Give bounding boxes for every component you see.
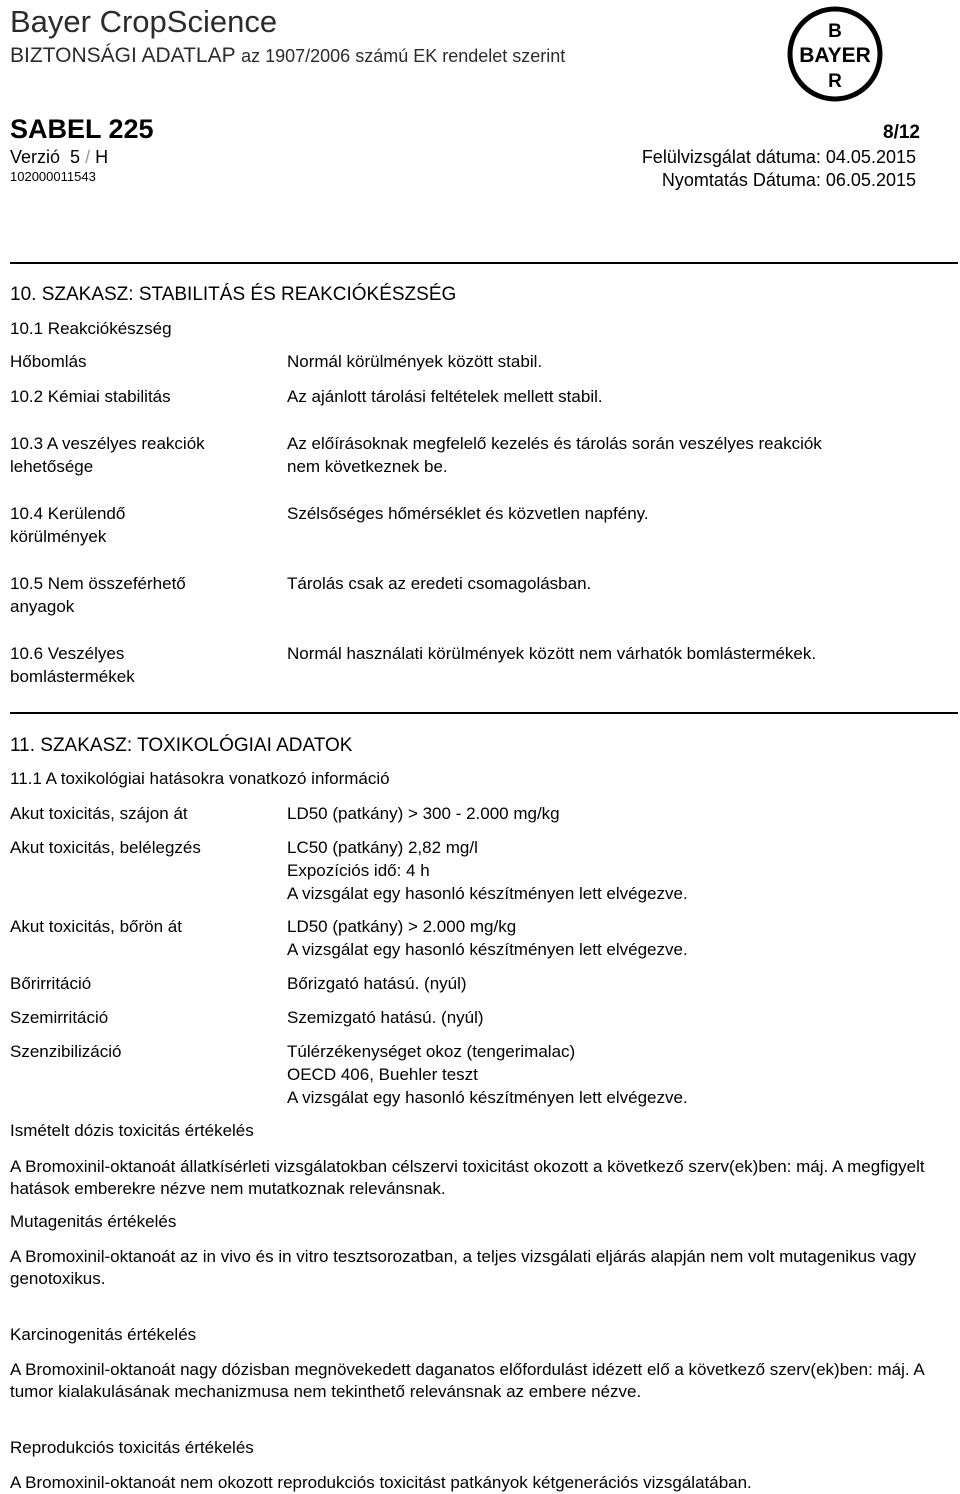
section-divider xyxy=(10,262,958,264)
label-hazardous-reactions: 10.3 A veszélyes reakciók xyxy=(10,434,205,453)
value-acute-dermal: LD50 (patkány) > 2.000 mg/kg xyxy=(287,917,517,936)
value-acute-oral: LD50 (patkány) > 300 - 2.000 mg/kg xyxy=(287,804,560,823)
value-acute-inhalation: LC50 (patkány) 2,82 mg/l xyxy=(287,838,478,857)
subsection-10-1-title: 10.1 Reakciókészség xyxy=(10,319,172,338)
label-acute-inhalation: Akut toxicitás, belélegzés xyxy=(10,838,201,857)
label-conditions-to-avoid-2: körülmények xyxy=(10,527,107,546)
value-acute-dermal-2: A vizsgálat egy hasonló készítményen lett elvégezve. xyxy=(287,940,688,959)
version-number: 5 xyxy=(70,147,81,167)
carcinogenicity-title: Karcinogenitás értékelés xyxy=(10,1325,197,1344)
product-name: SABEL 225 xyxy=(10,114,154,144)
reproductive-toxicity-title: Reprodukciós toxicitás értékelés xyxy=(10,1438,254,1457)
value-decomposition-products: Normál használati körülmények között nem várhatók bomlástermékek. xyxy=(287,644,817,663)
value-eye-irritation: Szemizgató hatású. (nyúl) xyxy=(287,1008,484,1027)
value-chemical-stability: Az ajánlott tárolási feltételek mellett stabil. xyxy=(287,387,603,406)
value-conditions-to-avoid: Szélsőséges hőmérséklet és közvetlen napfény. xyxy=(287,504,649,523)
logo-word: BAYER xyxy=(799,44,871,67)
print-date: Nyomtatás Dátuma: 06.05.2015 xyxy=(661,170,916,190)
value-acute-inhalation-3: A vizsgálat egy hasonló készítményen lett elvégezve. xyxy=(287,884,688,903)
logo-letter-top: B xyxy=(828,21,842,42)
doc-type-label: BIZTONSÁGI ADATLAP xyxy=(10,44,236,67)
label-conditions-to-avoid: 10.4 Kerülendő xyxy=(10,504,126,523)
carcinogenicity-text: A Bromoxinil-oktanoát nagy dózisban megnövekedett daganatos előfordulást idézett elő a következő szerv(ek)ben: máj. A tumor kialakulásának mechanizmusa nem tekinthető relevánsnak az embere nézve. xyxy=(10,1360,924,1401)
repeated-dose-title: Ismételt dózis toxicitás értékelés xyxy=(10,1121,254,1140)
label-skin-irritation: Bőrirritáció xyxy=(10,974,92,993)
section-11-title: 11. SZAKASZ: TOXIKOLÓGIAI ADATOK xyxy=(10,735,353,756)
value-sensitisation-2: OECD 406, Buehler teszt xyxy=(287,1065,478,1084)
value-hazardous-reactions-2: nem következnek be. xyxy=(287,457,448,476)
document-type xyxy=(10,44,565,68)
label-acute-oral: Akut toxicitás, szájon át xyxy=(10,804,188,823)
section-divider xyxy=(10,712,958,714)
version-info xyxy=(10,147,108,168)
value-sensitisation: Túlérzékenységet okoz (tengerimalac) xyxy=(287,1042,576,1061)
value-hazardous-reactions: Az előírásoknak megfelelő kezelés és tárolás során veszélyes reakciók xyxy=(287,434,822,453)
version-label: Verzió xyxy=(10,147,61,167)
value-incompatible-materials: Tárolás csak az eredeti csomagolásban. xyxy=(287,574,592,593)
revision-date: Felülvizsgálat dátuma: 04.05.2015 xyxy=(641,147,916,167)
value-thermal-decomposition: Normál körülmények között stabil. xyxy=(287,352,543,371)
bayer-logo xyxy=(777,4,893,104)
label-hazardous-reactions-2: lehetősége xyxy=(10,457,94,476)
version-slash: / xyxy=(85,147,91,167)
label-acute-dermal: Akut toxicitás, bőrön át xyxy=(10,917,182,936)
mutagenicity-title: Mutagenitás értékelés xyxy=(10,1212,177,1231)
logo-letter-bottom: R xyxy=(828,71,842,92)
value-acute-inhalation-2: Expozíciós idő: 4 h xyxy=(287,861,430,880)
label-chemical-stability: 10.2 Kémiai stabilitás xyxy=(10,387,171,406)
label-decomposition-products: 10.6 Veszélyes xyxy=(10,644,125,663)
company-name: Bayer CropScience xyxy=(10,4,278,39)
repeated-dose-text: A Bromoxinil-oktanoát állatkísérleti vizsgálatokban célszervi toxicitást okozott a következő szerv(ek)ben: máj. A megfigyelt hatások emberekre nézve nem mutatkoznak relevánsnak. xyxy=(10,1157,925,1198)
mutagenicity-text: A Bromoxinil-oktanoát az in vivo és in vitro tesztsorozatban, a teljes vizsgálati eljárás alapján nem volt mutagenikus vagy genotoxikus. xyxy=(10,1247,917,1288)
value-sensitisation-3: A vizsgálat egy hasonló készítményen lett elvégezve. xyxy=(287,1088,688,1107)
label-incompatible-materials-2: anyagok xyxy=(10,597,75,616)
value-skin-irritation: Bőrizgató hatású. (nyúl) xyxy=(287,974,467,993)
page-number: 8/12 xyxy=(883,122,920,143)
version-letter: H xyxy=(95,147,109,167)
label-sensitisation: Szenzibilizáció xyxy=(10,1042,122,1061)
label-eye-irritation: Szemirritáció xyxy=(10,1008,109,1027)
regulation-text: az 1907/2006 számú EK rendelet szerint xyxy=(241,46,566,66)
section-10-title: 10. SZAKASZ: STABILITÁS ÉS REAKCIÓKÉSZSÉG xyxy=(10,284,457,305)
label-decomposition-products-2: bomlástermékek xyxy=(10,667,135,686)
document-number: 102000011543 xyxy=(10,169,96,184)
subsection-11-1-title: 11.1 A toxikológiai hatásokra vonatkozó információ xyxy=(10,769,390,788)
label-thermal-decomposition: Hőbomlás xyxy=(10,352,87,371)
label-incompatible-materials: 10.5 Nem összeférhető xyxy=(10,574,186,593)
reproductive-toxicity-text: A Bromoxinil-oktanoát nem okozott reprodukciós toxicitást patkányok kétgenerációs vizsgálatában. xyxy=(10,1473,752,1492)
